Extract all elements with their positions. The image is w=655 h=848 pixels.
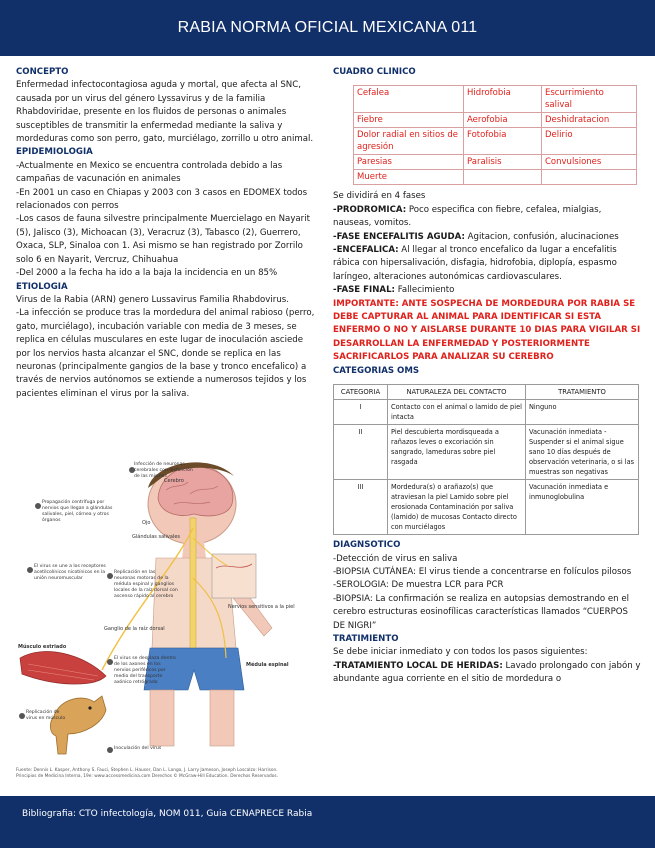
table-cell: Piel descubierta mordisqueada a rañazos leves o excoriación sin sangrado, lameduras sobre piel rasgada (388, 425, 526, 480)
label-glandulas: Glándulas salivales (132, 534, 181, 540)
table-row (354, 113, 637, 128)
left-column (16, 66, 318, 401)
table-cell: Paresias (354, 155, 464, 170)
fases-intro: Se dividirá en 4 fases (333, 191, 426, 202)
table-row (334, 480, 639, 535)
cuadro-clinico-heading: CUADRO CLINICO (333, 67, 416, 77)
table-cell: Mordedura(s) o arañazo(s) que atraviesan la piel Lamido sobre piel erosionada Contaminación por saliva (lamido) de mucosas Contacto directo con murciélagos (388, 480, 526, 535)
step-4: Replicación en las neuronas motoras de la médula espinal y ganglios locales de la raíz dorsal con ascenso rápido al cerebro (114, 570, 178, 599)
table-row (354, 86, 637, 113)
table-cell: Muerte (354, 170, 464, 185)
table-cell: Vacunación inmediata e inmunoglobulina (526, 480, 639, 535)
etiologia-heading: ETIOLOGIA (16, 281, 68, 292)
oms-table (333, 384, 639, 535)
diag-item: -BIOPSIA CUTÁNEA: El virus tiende a concentrarse en folículos pilosos (333, 566, 632, 577)
table-cell (464, 170, 542, 185)
importante-note: IMPORTANTE: ANTE SOSPECHA DE MORDEDURA POR RABIA SE DEBE CAPTURAR AL ANIMAL PARA IDENTIFICAR SI ESTA ENFERMO O NO Y AISLARSE DURANTE 10 DIAS PARA VIGILAR SI DESARROLLAN LA ENFERMEDAD Y POSTERIORMENTE SACRIFICARLOS PARA ANALIZAR SU CEREBRO (333, 298, 641, 363)
fase-text: Poco especifica con fiebre, cefalea, mialgias, nauseas, vomitos. (333, 204, 602, 229)
fase-item (333, 244, 641, 284)
fase-text: Fallecimiento (394, 285, 455, 296)
table-cell: Cefalea (354, 86, 464, 113)
tratamiento-label: -TRATAMIENTO LOCAL DE HERIDAS: (333, 660, 503, 671)
tratamiento-item (333, 660, 641, 687)
table-row (334, 425, 639, 480)
clinical-table (353, 85, 637, 185)
table-row (354, 170, 637, 185)
step-1: Infección de neuronas cerebrales con disfunción de las mismas (134, 462, 193, 479)
fase-item (333, 231, 641, 244)
table-row (354, 155, 637, 170)
label-ojo: Ojo (142, 520, 151, 526)
fase-item (333, 284, 641, 297)
diagnostico-heading: DIAGNSOTICO (333, 540, 401, 551)
tratamiento-heading: TRATIMIENTO (333, 633, 399, 644)
header-banner (0, 0, 655, 56)
fase-label: -FASE ENCEFALITIS AGUDA: (333, 231, 465, 242)
table-cell: Fotofobia (464, 128, 542, 155)
fase-item (333, 204, 641, 231)
etio-item: -La infección se produce tras la mordedura del animal rabioso (perro, gato, murciélago), incubación variable con media de 3 meses, se replica en células musculares en este lugar de inoculación asciede por los nervios hasta alcanzar el SNC, donde se replica en las neuronas (principalmente gangios de la base y tronco encefalico) a través de nervios autónomos se extiende a numerosos tejidos y los pacientes eliminan el virus por la saliva. (16, 308, 315, 399)
footer-banner (0, 796, 655, 848)
table-header-row (334, 385, 639, 400)
epidemiologia-heading: EPIDEMIOLOGIA (16, 147, 93, 158)
right-column (333, 66, 641, 687)
fase-label: -FASE FINAL: (333, 285, 395, 296)
epi-item: -En 2001 un caso en Chiapas y 2003 con 3 casos en EDOMEX todos relacionados con perros (16, 187, 308, 212)
step-3: El virus se une a los receptores acetilcolínicos nicotínicos en la unión neuromuscular (34, 564, 106, 581)
table-cell: Contacto con el animal o lamido de piel intacta (388, 400, 526, 425)
step-2: Propagación centrífuga por nervios que llegan a glándulas salivales, piel, córnea y otros órganos (42, 500, 113, 523)
table-cell: I (334, 400, 388, 425)
concepto-text: Enfermedad infectocontagiosa aguda y mortal, que afecta al SNC, causada por un virus del género Lyssavirus y de la familia Rhabdoviridae, presente en los fluidos de personas o animales susceptibles de transmitir la enfermedad mediante la saliva y mordeduras como son perro, gato, murciélago, zorrillo u otro animal. (16, 80, 314, 145)
oms-heading: CATEGORIAS OMS (333, 365, 420, 376)
table-row (334, 400, 639, 425)
fase-label: -PRODROMICA: (333, 204, 407, 215)
table-cell: Aerofobia (464, 113, 542, 128)
table-cell: II (334, 425, 388, 480)
label-musculo: Músculo estriado (18, 644, 67, 650)
tratamiento-intro: Se debe iniciar inmediato y con todos los pasos siguientes: (333, 647, 588, 658)
bibliography: Bibliografia: CTO infectología, NOM 011, Guia CENAPRECE Rabia (22, 809, 313, 819)
step-6: Replicación de virus en músculo (26, 710, 66, 721)
table-cell: Paralisis (464, 155, 542, 170)
table-cell: Convulsiones (542, 155, 637, 170)
table-cell: Dolor radial en sitios de agresión (354, 128, 464, 155)
table-cell: Delirio (542, 128, 637, 155)
table-cell: Hidrofobia (464, 86, 542, 113)
label-ganglio: Ganglio de la raíz dorsal (104, 626, 165, 632)
column-header: TRATAMIENTO (526, 385, 639, 400)
diag-item: -BIOPSIA: La confirmación se realiza en autopsias demostrando en el cerebro estructuras eosinofílicas características llamados “CUERPOS DE NIGRI” (333, 593, 630, 631)
fase-text: Al llegar al tronco encefalico da lugar a encefalitis rábica con hipersalivación, disfagia, hidrofobia, diplopía, espasmo laríngeo, alteraciones autonómicas cardiovasculares. (333, 245, 617, 282)
table-cell: III (334, 480, 388, 535)
table-cell: Fiebre (354, 113, 464, 128)
etio-item: Virus de la Rabia (ARN) genero Lussavirus Familia Rhabdovirus. (16, 294, 289, 305)
table-row (354, 128, 637, 155)
figure-source: Fuente: Dennis L. Kasper, Anthony S. Fauci, Stephen L. Hauser, Dan L. Longo, J. Larry Jameson, Joseph Loscalzo: Harrison. Principios de Medicina Interna, 19e: www.accessmedicina.com Derechos © McGraw-Hill Education. Derechos Reservados. (16, 768, 279, 779)
table-cell: Escurrimiento salival (542, 86, 637, 113)
label-medula: Médula espinal (246, 662, 289, 668)
fase-text: Agitacion, confusión, alucinaciones (464, 231, 619, 242)
column-header: NATURALEZA DEL CONTACTO (388, 385, 526, 400)
table-cell: Vacunación inmediata -Suspender si el animal sigue sano 10 días después de observación veterinaria, o si las muestras son negativas (526, 425, 639, 480)
tratamiento-text: Lavado prolongado con jabón y abundante agua corriente en el sitio de mordedura o (333, 660, 641, 685)
epi-item: -Del 2000 a la fecha ha ido a la baja la incidencia en un 85% (16, 268, 278, 279)
epi-item: -Los casos de fauna silvestre principalmente Muercielago en Nayarit (5), Jalisco (3), Michoacan (3), Veracruz (3), Tabasco (2), Guerrero, Oxaca, SLP, Sinaloa con 1. Asi mismo se han registrado por Zorrilo solo 6 en Nayarit, Vercruz, Chihuahua (16, 214, 310, 265)
rabies-pathogenesis-figure (14, 458, 304, 791)
diag-item: -Detección de virus en saliva (333, 553, 458, 564)
table-cell: Ninguno (526, 400, 639, 425)
page-title: RABIA NORMA OFICIAL MEXICANA 011 (177, 19, 478, 36)
label-nervios: Nervios sensitivos a la piel (228, 604, 295, 610)
diag-item: -SEROLOGIA: De muestra LCR para PCR (333, 580, 504, 591)
step-5: El virus se desplaza dentro de los axones en los nervios periféricos por medio del transporte axónico retrógrado (114, 656, 176, 685)
step-7: Inoculación del virus (114, 746, 162, 751)
fase-label: -ENCEFALICA: (333, 245, 399, 256)
concepto-heading: CONCEPTO (16, 67, 69, 77)
column-header: CATEGORIA (334, 385, 388, 400)
epi-item: -Actualmente en Mexico se encuentra controlada debido a las campañas de vacunación en animales (16, 160, 283, 185)
label-cerebro: Cerebro (164, 478, 184, 484)
table-cell (542, 170, 637, 185)
table-cell: Deshidratacion (542, 113, 637, 128)
